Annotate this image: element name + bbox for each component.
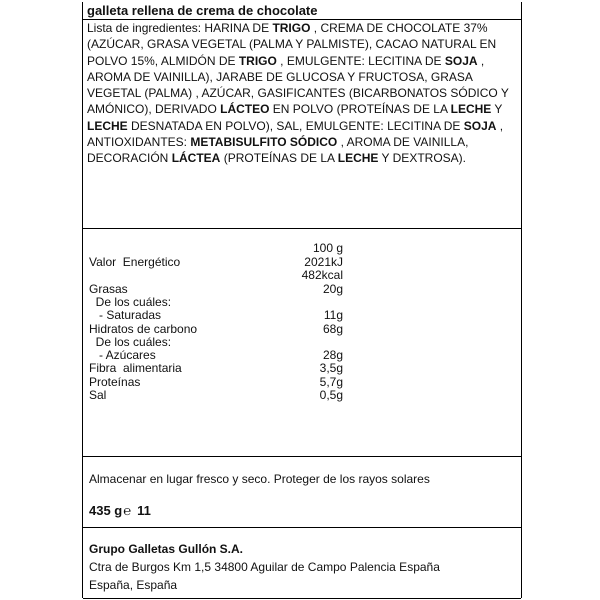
nutrition-value: 68g (322, 321, 343, 336)
nutrition-value: 28g (322, 348, 343, 363)
allergen-highlight: LECHE (450, 102, 492, 117)
ingredients-text: , AROMA DE VAINILLA, DECORACIÓN (87, 135, 469, 166)
storage-instructions: Almacenar en lugar fresco y seco. Proteger de los rayos solares (89, 472, 430, 486)
nutrition-label: Valor Energético (89, 255, 181, 269)
allergen-highlight: LÁCTEA (171, 151, 221, 166)
ingredients-text: , AROMA DE VAINILLA), JARABE DE GLUCOSA Y FRUCTOSA, GRASA VEGETAL (PALMA) , AZÚCAR, GASIFICANTES (BICARBONATOS SÓDICO Y AMÓNICO), DERIVADO (87, 53, 509, 117)
nutrition-label: Proteínas (89, 374, 141, 389)
allergen-highlight: LÁCTEO (220, 102, 270, 117)
nutrition-value: 11g (323, 308, 343, 323)
nutrition-label: Grasas (89, 281, 128, 296)
unit-count: 11 (137, 503, 151, 518)
net-quantity (89, 503, 151, 519)
ingredients-text: , EMULGENTE: LECITINA DE (276, 53, 445, 68)
ingredients-text: Lista de ingredientes: HARINA DE (87, 21, 273, 35)
allergen-highlight: TRIGO (272, 21, 311, 35)
company-address: Ctra de Burgos Km 1,5 34800 Aguilar de Campo Palencia España (89, 560, 440, 574)
ingredients-block (83, 19, 521, 227)
ingredients-text: , ANTIOXIDANTES: (87, 118, 504, 150)
allergen-highlight: SOJA (463, 118, 497, 133)
estimated-sign-icon: ℮ (123, 503, 132, 518)
allergen-highlight: LECHE (87, 118, 128, 133)
nutrition-label: De los cuáles: (89, 334, 172, 349)
nutrition-label: - Saturadas (89, 308, 162, 323)
nutrition-header-per-100g: 100 g (312, 241, 343, 255)
ingredients-text: , CREMA DE CHOCOLATE 37% (AZÚCAR, GRASA VEGETAL (PALMA Y PALMISTE), CACAO NATURAL EN POLVO 15%, ALMIDÓN DE (87, 21, 497, 68)
nutrition-value: 2021kJ (304, 255, 343, 269)
nutrition-value: 3,5g (319, 361, 343, 376)
company-block (83, 527, 521, 599)
nutrition-table (83, 228, 521, 456)
ingredients-text: Y (491, 102, 503, 117)
nutrition-label: Fibra alimentaria (89, 361, 182, 376)
company-name: Grupo Galletas Gullón S.A. (89, 542, 244, 556)
company-country: España, España (89, 578, 178, 592)
nutrition-value: 20g (322, 281, 343, 296)
nutrition-label: Hidratos de carbono (89, 321, 198, 336)
allergen-highlight: TRIGO (238, 53, 277, 68)
nutrition-value: 0,5g (319, 388, 343, 402)
ingredients-list (87, 20, 517, 167)
nutrition-value: 5,7g (319, 374, 343, 389)
ingredients-text: (PROTEÍNAS DE LA (220, 151, 338, 166)
nutrition-value: 482kcal (301, 268, 343, 283)
product-title: galleta rellena de crema de chocolate (87, 3, 318, 18)
allergen-highlight: METABISULFITO SÓDICO (190, 135, 338, 150)
product-label-sheet (82, 2, 522, 598)
nutrition-label: De los cuáles: (89, 294, 172, 309)
net-weight: 435 g (89, 503, 123, 518)
allergen-highlight: LECHE (337, 151, 379, 166)
ingredients-text: DESNATADA EN POLVO), SAL, EMULGENTE: LECITINA DE (127, 118, 464, 133)
storage-block (83, 456, 521, 527)
nutrition-label: Sal (89, 388, 107, 402)
allergen-highlight: SOJA (444, 53, 478, 68)
ingredients-text: EN POLVO (PROTEÍNAS DE LA (269, 102, 451, 117)
nutrition-label: - Azúcares (89, 348, 156, 363)
ingredients-text: Y DEXTROSA). (378, 151, 466, 166)
